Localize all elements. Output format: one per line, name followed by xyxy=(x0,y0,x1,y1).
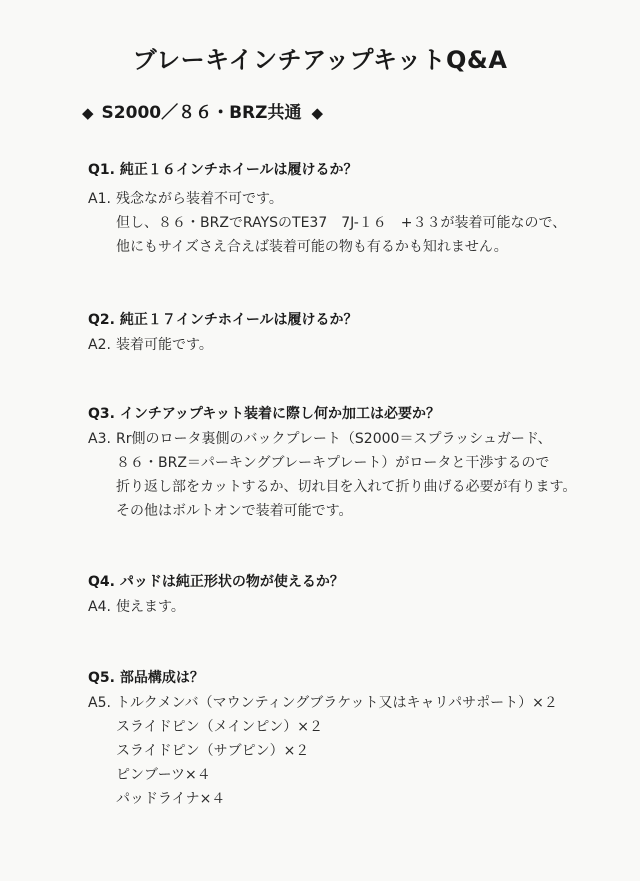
diamond-icon: ◆ xyxy=(311,104,324,122)
question-5: Q5. 部品構成は？ xyxy=(88,670,204,686)
qa-item-3 xyxy=(88,401,608,523)
qa-item-2 xyxy=(88,307,608,357)
answer-line: パッドライナ×４ xyxy=(116,791,226,807)
question-1: Q1. 純正１６インチホイールは履けるか？ xyxy=(88,162,358,178)
qa-item-1 xyxy=(88,157,608,259)
answer-line: その他はボルトオンで装着可能です。 xyxy=(116,503,353,519)
answer-line: 但し、８６・BRZでRAYSのTE37 7J-１６ +３３が装着可能なので、 xyxy=(116,215,567,231)
answer-line: スライドピン（メインピン）×２ xyxy=(116,719,324,735)
answer-line: 装着可能です。 xyxy=(116,337,213,353)
answer-5 xyxy=(88,691,608,811)
answer-line: Rr側のロータ裏側のバックプレート（S2000＝スプラッシュガード、 xyxy=(116,431,552,447)
answer-line: 他にもサイズさえ合えば装着可能の物も有るかも知れません。 xyxy=(116,239,508,255)
page-title: ブレーキインチアップキットQ&A xyxy=(132,46,508,74)
answer-prefix: A1. xyxy=(88,191,111,207)
qa-item-4 xyxy=(88,569,608,619)
answer-prefix: A2. xyxy=(88,337,111,353)
answer-prefix: A5. xyxy=(88,695,111,711)
answer-3 xyxy=(88,427,608,523)
answer-prefix: A4. xyxy=(88,599,111,615)
answer-4 xyxy=(88,595,608,619)
answer-line: 使えます。 xyxy=(116,599,185,615)
answer-line: 折り返し部をカットするか、切れ目を入れて折り曲げる必要が有ります。 xyxy=(116,479,577,495)
question-2: Q2. 純正１７インチホイールは履けるか？ xyxy=(88,312,358,328)
answer-line: ピンブーツ×４ xyxy=(116,767,211,783)
question-3: Q3. インチアップキット装着に際し何か加工は必要か？ xyxy=(88,406,441,422)
section-heading xyxy=(82,98,323,123)
answer-prefix: A3. xyxy=(88,431,111,447)
answer-2 xyxy=(88,333,608,357)
answer-line: トルクメンバ（マウンティングブラケット又はキャリパサポート）×２ xyxy=(116,695,558,711)
section-label: S2000／８６・BRZ共通 xyxy=(101,103,302,123)
answer-line: 残念ながら装着不可です。 xyxy=(116,191,283,207)
qa-item-5 xyxy=(88,665,608,811)
diamond-icon: ◆ xyxy=(82,104,94,122)
answer-1 xyxy=(88,187,608,259)
answer-line: スライドピン（サブピン）×２ xyxy=(116,743,310,759)
question-4: Q4. パッドは純正形状の物が使えるか？ xyxy=(88,574,344,590)
answer-line: ８６・BRZ＝パーキングブレーキプレート）がロータと干渉するので xyxy=(116,455,550,471)
